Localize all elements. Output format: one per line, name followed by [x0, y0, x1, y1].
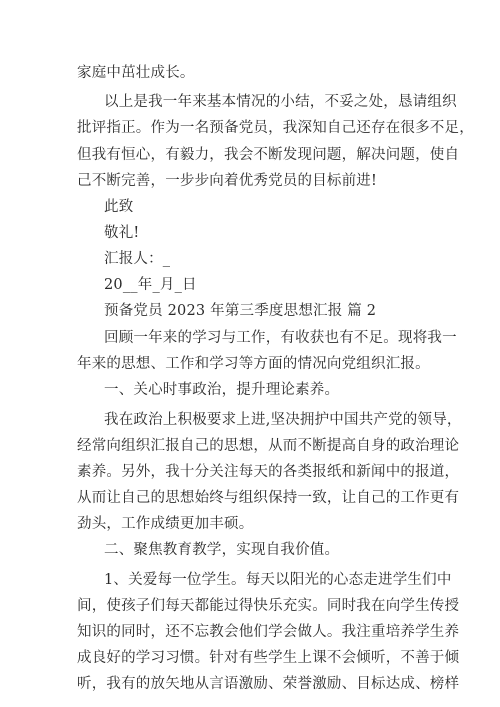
text-line: 己不断完善，一步步向着优秀党员的目标前进! — [77, 173, 378, 189]
text-line: 1、关爱每一位学生。每天以阳光的心态走进学生们中 — [104, 572, 452, 588]
text-line: 批评指正。作为一名预备党员，我深知自己还存在很多不足， — [77, 120, 474, 136]
text-line: 一、关心时事政治，提升理论素养。 — [104, 382, 340, 398]
text-line: 回顾一年来的学习与工作，有收获也有不足。现将我一 — [104, 330, 457, 346]
text-line: 以上是我一年来基本情况的小结，不妥之处，恳请组织 — [104, 94, 457, 110]
text-line: 间，使孩子们每天都能过得快乐充实。同时我在向学生传授 — [77, 598, 460, 614]
text-line: 此致 — [104, 199, 134, 215]
text-line: 敬礼! — [104, 225, 140, 241]
section-heading: 预备党员 2023 年第三季度思想汇报 篇 2 — [104, 303, 377, 319]
text-line: 知识的同时，还不忘教会他们学会做人。我注重培养学生养 — [77, 624, 460, 640]
text-line: 家庭中茁壮成长。 — [77, 65, 195, 81]
text-line: 二、聚焦教育教学，实现自我价值。 — [104, 542, 340, 558]
text-line: 听，我有的放矢地从言语激励、荣誉激励、目标达成、榜样 — [77, 676, 460, 692]
text-line: 成良好的学习习惯。针对有些学生上课不会倾听，不善于倾 — [77, 650, 460, 666]
text-line: 年来的思想、工作和学习等方面的情况向党组织汇报。 — [77, 356, 430, 372]
text-line: 从而让自己的思想始终与组织保持一致，让自己的工作更有 — [77, 490, 460, 506]
text-line: 20__年_月_日 — [104, 277, 197, 293]
text-line: 经常向组织汇报自己的思想，从而不断提高自身的政治理论 — [77, 438, 460, 454]
text-line: 劲头，工作成绩更加丰硕。 — [77, 516, 254, 532]
text-line: 我在政治上积极要求上进,坚决拥护中国共产党的领导， — [104, 412, 462, 428]
text-line: 素养。另外，我十分关注每天的各类报纸和新闻中的报道， — [77, 464, 460, 480]
text-line: 但我有恒心，有毅力，我会不断发现问题，解决问题，使自 — [77, 147, 460, 163]
text-line: 汇报人：_ — [104, 251, 171, 267]
